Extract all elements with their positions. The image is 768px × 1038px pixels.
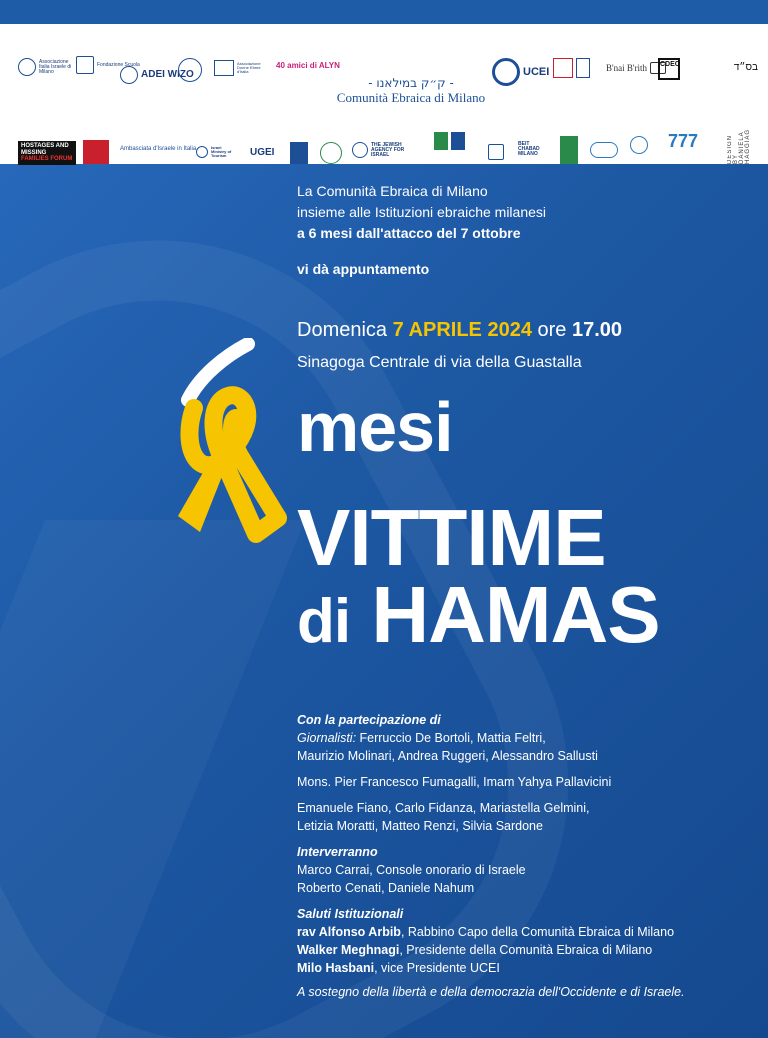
- journalists-line-1: Giornalisti: Ferruccio De Bortoli, Mattia Feltri,: [297, 731, 546, 745]
- figure-icon: [630, 136, 648, 154]
- logo-ambasciata: Ambasciata d'Israele in Italia: [120, 146, 197, 152]
- star-of-david-icon: [553, 58, 573, 78]
- logo-amici-alyn: 40 amici di ALYN: [276, 61, 340, 70]
- logo-hebrew-letters: [488, 144, 504, 160]
- aned-icon: [178, 58, 202, 82]
- title-mesi: mesi: [297, 388, 453, 466]
- greeting-2: Walker Meghnagi, Presidente della Comunità Ebraica di Milano: [297, 943, 653, 957]
- red-square-icon: [83, 140, 109, 164]
- school-icon: [76, 56, 94, 74]
- logo-jewish-agency: THE JEWISH AGENCY FOR ISRAEL: [352, 142, 415, 158]
- intro-line-4: vi dà appuntamento: [297, 261, 430, 277]
- waves-icon: [590, 142, 618, 158]
- event-date: Domenica 7 APRILE 2024 ore 17.00: [297, 319, 623, 341]
- journalists-line-2: Maurizio Molinari, Andrea Ruggeri, Alessandro Sallusti: [297, 749, 598, 763]
- star-of-david-icon: [214, 60, 234, 76]
- logo-associazione: Associazione Italia Israele di Milano: [18, 58, 79, 76]
- israeli-flag-icon: [451, 132, 465, 150]
- emblem-icon: [290, 142, 308, 164]
- politicians-line-2: Letizia Moratti, Matteo Renzi, Silvia Sardone: [297, 819, 543, 833]
- logo-adi: Associazione Donne Ebree d'Italia: [214, 60, 267, 76]
- title-vittime: VITTIME: [297, 493, 606, 582]
- yellow-ribbon-icon: [170, 338, 290, 558]
- logo-star-badge: [553, 58, 590, 78]
- tree-icon: [18, 58, 36, 76]
- logo-emblem: [290, 142, 308, 164]
- logo-seal: [320, 142, 342, 164]
- participation-heading: Con la partecipazione di: [297, 713, 441, 727]
- flag-icon: [576, 58, 590, 78]
- event-venue: Sinagoga Centrale di via della Guastalla: [297, 354, 582, 371]
- top-bar: [0, 0, 768, 24]
- speaker-2: Roberto Cenati, Daniele Nahum: [297, 881, 475, 895]
- ucei-icon: [492, 58, 520, 86]
- closing-statement: A sostegno della libertà e della democrazia dell'Occidente e di Israele.: [297, 985, 685, 999]
- logo-strip: [0, 24, 768, 164]
- seal-icon: [320, 142, 342, 164]
- logo-blue-figure: [630, 136, 648, 154]
- hebrew-letters-icon: [488, 144, 504, 160]
- italian-flag-icon: [434, 132, 448, 150]
- logo-waves: [590, 142, 618, 158]
- dove-icon: [196, 146, 208, 158]
- bsd-mark: בס״ד: [733, 62, 758, 73]
- logo-red-square: [83, 140, 109, 164]
- logo-ministry-tourism: Israel Ministry of Tourism: [196, 146, 237, 158]
- logo-fondazione-scuola: Fondazione Scuola: [76, 56, 140, 74]
- intro-line-2: insieme alle Istituzioni ebraiche milanesi: [297, 204, 547, 220]
- logo-ugei: UGEI: [250, 147, 275, 158]
- intro-line-3: a 6 mesi dall'attacco del 7 ottobre: [297, 225, 521, 241]
- title-hamas: di HAMAS: [297, 570, 660, 659]
- credits-block: [297, 711, 685, 1001]
- comunita-ebraica-logo: - ק״ק במילאנו - Comunità Ebraica di Milano: [336, 76, 486, 105]
- designer-credit: DESIGN BY DANIELA HAGGIAG: [727, 128, 751, 164]
- adei-wizo-icon: [120, 66, 138, 84]
- logo-bnai-brith: B'nai B'rith: [606, 62, 666, 74]
- politicians-line-1: Emanuele Fiano, Carlo Fidanza, Mariastella Gelmini,: [297, 801, 590, 815]
- logo-centro-italia-israele: [434, 132, 465, 150]
- speaker-1: Marco Carrai, Console onorario di Israele: [297, 863, 526, 877]
- greeting-1: rav Alfonso Arbib, Rabbino Capo della Comunità Ebraica di Milano: [297, 925, 675, 939]
- logo-kkl: [560, 136, 578, 164]
- logo-777: 777: [668, 131, 699, 151]
- logo-adei-wizo: ADEI WIZO: [120, 66, 194, 84]
- intro-line-1: La Comunità Ebraica di Milano: [297, 183, 488, 199]
- star-of-david-icon: [352, 142, 368, 158]
- greetings-heading: Saluti Istituzionali: [297, 907, 404, 921]
- speakers-heading: Interverranno: [297, 845, 378, 859]
- kkl-icon: [560, 136, 578, 164]
- logo-beit-chabad: BEIT CHABAD MILANO: [518, 141, 540, 157]
- logo-hostages-forum: HOSTAGES AND MISSING FAMILIES FORUM: [18, 141, 76, 165]
- greeting-3: Milo Hasbani, vice Presidente UCEI: [297, 961, 500, 975]
- logo-cdec: CDEC: [658, 58, 680, 80]
- logo-ucei: UCEI: [492, 58, 549, 86]
- religious-guests: Mons. Pier Francesco Fumagalli, Imam Yahya Pallavicini: [297, 775, 612, 789]
- logo-aned: [178, 58, 202, 82]
